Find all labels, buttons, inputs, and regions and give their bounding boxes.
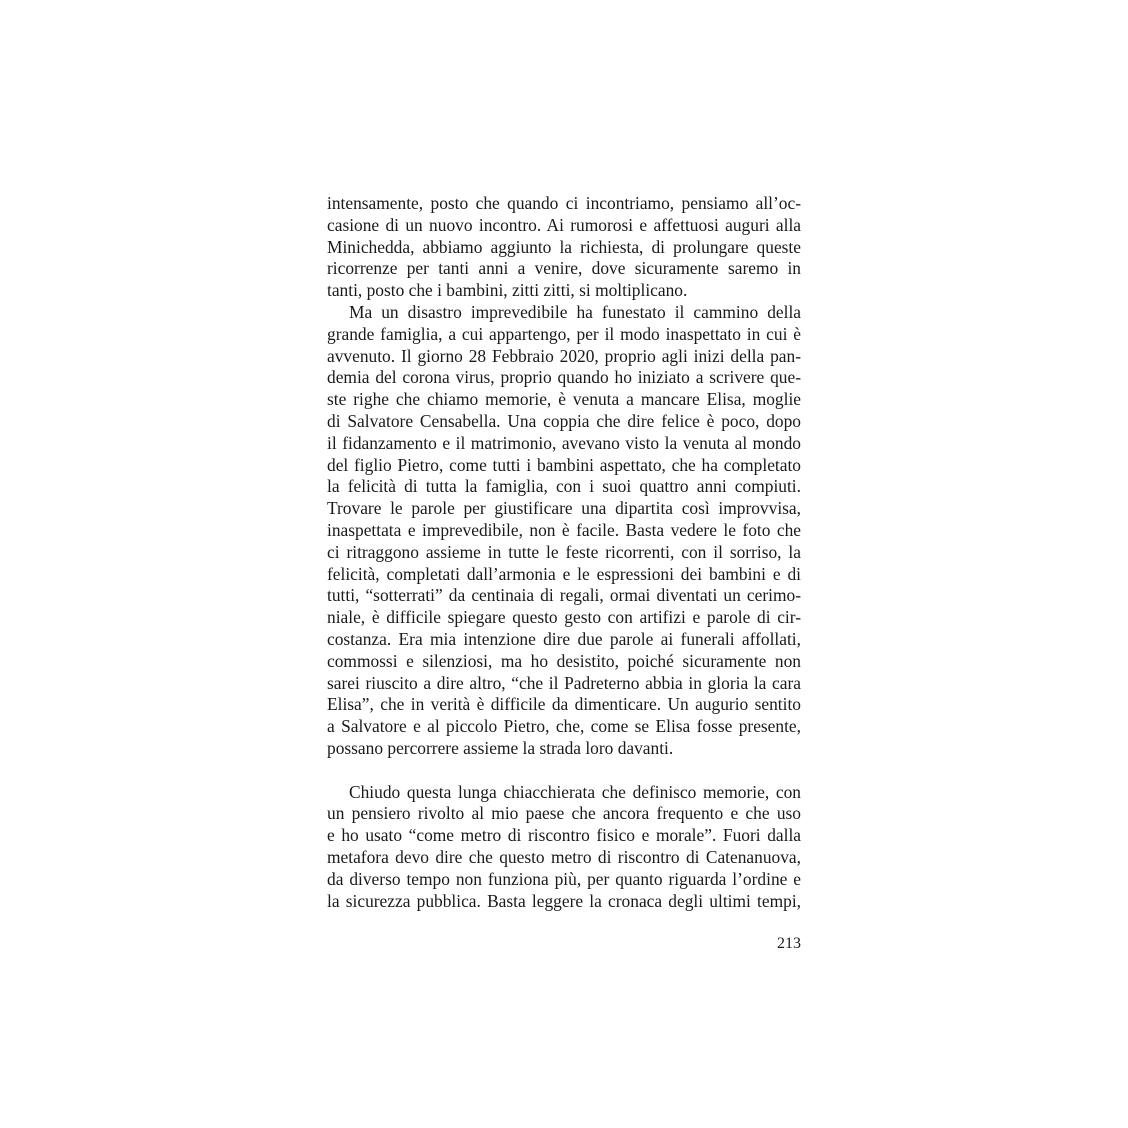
- text-line: Chiudo questa lunga chiacchierata che definisco memorie, con: [349, 781, 801, 802]
- text-line: di Salvatore Censabella. Una coppia che dire felice è poco, dopo: [327, 410, 801, 431]
- text-line: demia del corona virus, proprio quando ho iniziato a scrivere que-: [327, 367, 801, 388]
- text-line: ci ritraggono assieme in tutte le feste ricorrenti, con il sorriso, la: [327, 541, 801, 562]
- text-line: tanti, posto che i bambini, zitti zitti, si moltiplicano.: [327, 280, 688, 301]
- text-line: il fidanzamento e il matrimonio, avevano visto la venuta al mondo: [327, 432, 801, 453]
- text-line: niale, è difficile spiegare questo gesto con artifizi e parole di cir-: [327, 607, 801, 628]
- text-line: e ho usato “come metro di riscontro fisico e morale”. Fuori dalla: [327, 825, 801, 846]
- text-line: Elisa”, che in verità è difficile da dimenticare. Un augurio sentito: [327, 694, 801, 715]
- text-line: grande famiglia, a cui appartengo, per il modo inaspettato in cui è: [327, 323, 801, 344]
- text-line: commossi e silenziosi, ma ho desistito, poiché sicuramente non: [327, 650, 801, 671]
- text-line: la felicità di tutta la famiglia, con i suoi quattro anni compiuti.: [327, 476, 801, 497]
- text-line: da diverso tempo non funziona più, per quanto riguarda l’ordine e: [327, 868, 801, 889]
- text-line: felicità, completati dall’armonia e le espressioni dei bambini e di: [327, 563, 801, 584]
- body-text: [327, 193, 801, 912]
- text-line: Ma un disastro imprevedibile ha funestato il cammino della: [349, 301, 801, 322]
- text-line: ricorrenze per tanti anni a venire, dove sicuramente saremo in: [327, 258, 801, 279]
- paragraph: [327, 302, 801, 760]
- text-line: la sicurezza pubblica. Basta leggere la cronaca degli ultimi tempi,: [327, 890, 801, 911]
- text-line: metafora devo dire che questo metro di riscontro di Catenanuova,: [327, 846, 801, 867]
- text-line: Minichedda, abbiamo aggiunto la richiesta, di prolungare queste: [327, 236, 801, 257]
- paragraph: [327, 193, 801, 302]
- page-number: 213: [777, 935, 801, 952]
- text-line: un pensiero rivolto al mio paese che ancora frequento e che uso: [327, 803, 801, 824]
- text-line: casione di un nuovo incontro. Ai rumorosi e affettuosi auguri alla: [327, 214, 801, 235]
- paragraph-gap: [327, 760, 801, 782]
- text-line: ste righe che chiamo memorie, è venuta a mancare Elisa, moglie: [327, 389, 801, 410]
- text-line: sarei riuscito a dire altro, “che il Padreterno abbia in gloria la cara: [327, 672, 801, 693]
- text-line: Trovare le parole per giustificare una dipartita così improvvisa,: [327, 498, 801, 519]
- text-line: del figlio Pietro, come tutti i bambini aspettato, che ha completato: [327, 454, 801, 475]
- text-line: a Salvatore e al piccolo Pietro, che, come se Elisa fosse presente,: [327, 716, 801, 737]
- paragraph: [327, 782, 801, 913]
- text-line: costanza. Era mia intenzione dire due parole ai funerali affollati,: [327, 628, 801, 649]
- text-line: intensamente, posto che quando ci incontriamo, pensiamo all’oc-: [327, 193, 801, 213]
- text-line: avvenuto. Il giorno 28 Febbraio 2020, proprio agli inizi della pan-: [327, 345, 801, 366]
- text-line: inaspettata e imprevedibile, non è facile. Basta vedere le foto che: [327, 519, 801, 540]
- text-line: tutti, “sotterrati” da centinaia di regali, ormai diventati un cerimo-: [327, 585, 801, 606]
- text-line: possano percorrere assieme la strada loro davanti.: [327, 737, 674, 758]
